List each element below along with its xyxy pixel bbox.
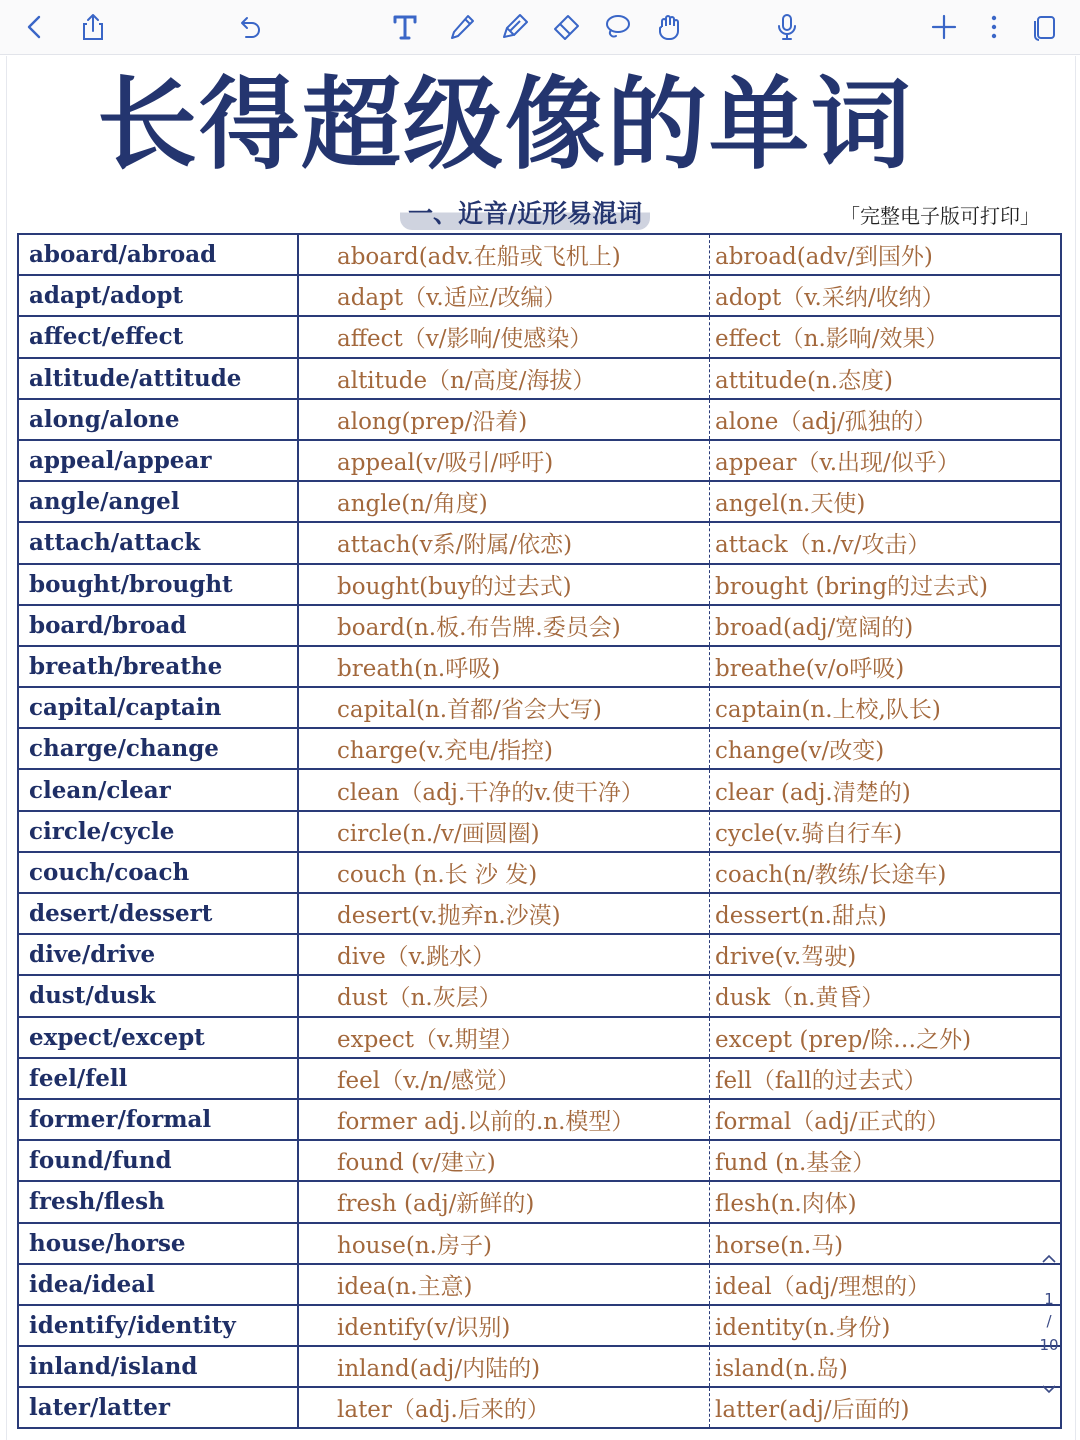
table-row bbox=[18, 811, 1061, 852]
second-word-cell: attitude(n.态度) bbox=[710, 358, 1062, 399]
second-word-cell: adopt（v.采纳/收纳） bbox=[710, 275, 1062, 316]
highlighter-tool-icon[interactable] bbox=[496, 8, 534, 46]
second-word-cell: island(n.岛) bbox=[710, 1346, 1062, 1387]
word-pair-cell: appeal/appear bbox=[18, 440, 298, 481]
second-word-cell: cycle(v.骑自行车) bbox=[710, 811, 1062, 852]
table-row bbox=[18, 1140, 1061, 1181]
word-pair-cell: expect/except bbox=[18, 1017, 298, 1058]
first-word-cell: board(n.板.布告牌.委员会) bbox=[298, 605, 710, 646]
first-word-cell: idea(n.主意) bbox=[298, 1264, 710, 1305]
table-row bbox=[18, 893, 1061, 934]
word-pair-cell: along/alone bbox=[18, 399, 298, 440]
table-row bbox=[18, 440, 1061, 481]
table-row bbox=[18, 605, 1061, 646]
table-row bbox=[18, 934, 1061, 975]
table-row bbox=[18, 234, 1061, 275]
word-pair-cell: desert/dessert bbox=[18, 893, 298, 934]
table-row bbox=[18, 1223, 1061, 1264]
first-word-cell: capital(n.首都/省会大写) bbox=[298, 687, 710, 728]
table-row bbox=[18, 728, 1061, 769]
word-pair-cell: idea/ideal bbox=[18, 1264, 298, 1305]
table-row bbox=[18, 1099, 1061, 1140]
top-toolbar bbox=[0, 0, 1080, 55]
second-word-cell: dessert(n.甜点) bbox=[710, 893, 1062, 934]
second-word-cell: change(v/改变) bbox=[710, 728, 1062, 769]
second-word-cell: broad(adj/宽阔的) bbox=[710, 605, 1062, 646]
word-pair-cell: house/horse bbox=[18, 1223, 298, 1264]
table-row bbox=[18, 687, 1061, 728]
word-pair-cell: affect/effect bbox=[18, 316, 298, 357]
word-pair-cell: aboard/abroad bbox=[18, 234, 298, 275]
table-row bbox=[18, 1346, 1061, 1387]
second-word-cell: except (prep/除…之外) bbox=[710, 1017, 1062, 1058]
first-word-cell: charge(v.充电/指控) bbox=[298, 728, 710, 769]
current-page-number: 1 bbox=[1044, 1290, 1054, 1308]
first-word-cell: bought(buy的过去式) bbox=[298, 564, 710, 605]
table-row bbox=[18, 358, 1061, 399]
chevron-up-icon[interactable] bbox=[1040, 1250, 1058, 1268]
word-pair-cell: found/fund bbox=[18, 1140, 298, 1181]
word-pair-cell: adapt/adopt bbox=[18, 275, 298, 316]
second-word-cell: breathe(v/o呼吸) bbox=[710, 646, 1062, 687]
first-word-cell: breath(n.呼吸) bbox=[298, 646, 710, 687]
first-word-cell: inland(adj/内陆的) bbox=[298, 1346, 710, 1387]
second-word-cell: fell（fall的过去式） bbox=[710, 1058, 1062, 1099]
second-word-cell: horse(n.马) bbox=[710, 1223, 1062, 1264]
table-row bbox=[18, 522, 1061, 563]
first-word-cell: fresh (adj/新鲜的) bbox=[298, 1181, 710, 1222]
second-word-cell: appear（v.出现/似乎） bbox=[710, 440, 1062, 481]
word-pair-cell: couch/coach bbox=[18, 852, 298, 893]
table-row bbox=[18, 1387, 1061, 1428]
table-row bbox=[18, 1305, 1061, 1346]
table-row bbox=[18, 275, 1061, 316]
first-word-cell: angle(n/角度) bbox=[298, 481, 710, 522]
print-note: 「完整电子版可打印」 bbox=[840, 204, 1040, 228]
table-row bbox=[18, 975, 1061, 1016]
word-pair-cell: bought/brought bbox=[18, 564, 298, 605]
pen-tool-icon[interactable] bbox=[443, 8, 481, 46]
word-pair-cell: feel/fell bbox=[18, 1058, 298, 1099]
second-word-cell: fund (n.基金） bbox=[710, 1140, 1062, 1181]
first-word-cell: dive（v.跳水） bbox=[298, 934, 710, 975]
word-pair-cell: dive/drive bbox=[18, 934, 298, 975]
table-row bbox=[18, 646, 1061, 687]
section-title: 一、近音/近形易混词 bbox=[400, 198, 650, 230]
word-pair-cell: dust/dusk bbox=[18, 975, 298, 1016]
table-row bbox=[18, 1181, 1061, 1222]
eraser-tool-icon[interactable] bbox=[547, 8, 585, 46]
first-word-cell: altitude（n/高度/海拔） bbox=[298, 358, 710, 399]
microphone-icon[interactable] bbox=[768, 8, 806, 46]
page-separator: / bbox=[1046, 1312, 1052, 1330]
second-word-cell: drive(v.驾驶) bbox=[710, 934, 1062, 975]
second-word-cell: effect（n.影响/效果） bbox=[710, 316, 1062, 357]
first-word-cell: found (v/建立) bbox=[298, 1140, 710, 1181]
first-word-cell: feel（v./n/感觉） bbox=[298, 1058, 710, 1099]
word-pair-cell: fresh/flesh bbox=[18, 1181, 298, 1222]
second-word-cell: clear (adj.清楚的) bbox=[710, 769, 1062, 810]
second-word-cell: ideal（adj/理想的） bbox=[710, 1264, 1062, 1305]
word-pair-cell: breath/breathe bbox=[18, 646, 298, 687]
undo-icon[interactable] bbox=[230, 8, 268, 46]
second-word-cell: attack（n./v/攻击） bbox=[710, 522, 1062, 563]
more-vertical-icon[interactable] bbox=[975, 8, 1013, 46]
first-word-cell: identify(v/识别) bbox=[298, 1305, 710, 1346]
second-word-cell: latter(adj/后面的) bbox=[710, 1387, 1062, 1428]
word-pair-cell: inland/island bbox=[18, 1346, 298, 1387]
first-word-cell: expect（v.期望） bbox=[298, 1017, 710, 1058]
word-pair-cell: angle/angel bbox=[18, 481, 298, 522]
second-word-cell: flesh(n.肉体) bbox=[710, 1181, 1062, 1222]
table-row bbox=[18, 852, 1061, 893]
second-word-cell: alone（adj/孤独的） bbox=[710, 399, 1062, 440]
first-word-cell: later（adj.后来的） bbox=[298, 1387, 710, 1428]
word-pair-cell: circle/cycle bbox=[18, 811, 298, 852]
document-title: 长得超级像的单词 bbox=[97, 66, 913, 183]
back-chevron-icon[interactable] bbox=[16, 8, 54, 46]
word-pair-cell: board/broad bbox=[18, 605, 298, 646]
first-word-cell: attach(v系/附属/依恋) bbox=[298, 522, 710, 563]
first-word-cell: along(prep/沿着) bbox=[298, 399, 710, 440]
hand-tool-icon[interactable] bbox=[650, 8, 688, 46]
word-pair-cell: altitude/attitude bbox=[18, 358, 298, 399]
second-word-cell: dusk（n.黄昏） bbox=[710, 975, 1062, 1016]
first-word-cell: circle(n./v/画圆圈) bbox=[298, 811, 710, 852]
table-row bbox=[18, 1264, 1061, 1305]
second-word-cell: abroad(adv/到国外) bbox=[710, 234, 1062, 275]
total-page-number: 10 bbox=[1039, 1336, 1059, 1354]
second-word-cell: identity(n.身份) bbox=[710, 1305, 1062, 1346]
word-pair-cell: clean/clear bbox=[18, 769, 298, 810]
first-word-cell: dust（n.灰层） bbox=[298, 975, 710, 1016]
chevron-down-icon[interactable] bbox=[1040, 1380, 1058, 1398]
share-icon[interactable] bbox=[74, 8, 112, 46]
first-word-cell: clean（adj.干净的v.使干净） bbox=[298, 769, 710, 810]
first-word-cell: appeal(v/吸引/呼吁) bbox=[298, 440, 710, 481]
table-row bbox=[18, 769, 1061, 810]
table-row bbox=[18, 399, 1061, 440]
table-row bbox=[18, 1058, 1061, 1099]
word-pair-cell: later/latter bbox=[18, 1387, 298, 1428]
text-tool-icon[interactable] bbox=[386, 8, 424, 46]
second-word-cell: coach(n/教练/长途车) bbox=[710, 852, 1062, 893]
second-word-cell: formal（adj/正式的） bbox=[710, 1099, 1062, 1140]
pages-icon[interactable] bbox=[1026, 8, 1064, 46]
first-word-cell: aboard(adv.在船或飞机上) bbox=[298, 234, 710, 275]
word-pair-cell: attach/attack bbox=[18, 522, 298, 563]
word-pair-cell: capital/captain bbox=[18, 687, 298, 728]
lasso-tool-icon[interactable] bbox=[598, 8, 636, 46]
second-word-cell: brought (bring的过去式) bbox=[710, 564, 1062, 605]
first-word-cell: desert(v.抛弃n.沙漠) bbox=[298, 893, 710, 934]
table-row bbox=[18, 481, 1061, 522]
first-word-cell: house(n.房子) bbox=[298, 1223, 710, 1264]
word-table bbox=[17, 233, 1062, 1429]
word-pair-cell: identify/identity bbox=[18, 1305, 298, 1346]
word-pair-cell: charge/change bbox=[18, 728, 298, 769]
second-word-cell: captain(n.上校,队长) bbox=[710, 687, 1062, 728]
add-icon[interactable] bbox=[925, 8, 963, 46]
first-word-cell: adapt（v.适应/改编） bbox=[298, 275, 710, 316]
table-row bbox=[18, 1017, 1061, 1058]
first-word-cell: couch (n.长 沙 发) bbox=[298, 852, 710, 893]
word-pair-cell: former/formal bbox=[18, 1099, 298, 1140]
table-row bbox=[18, 564, 1061, 605]
second-word-cell: angel(n.天使) bbox=[710, 481, 1062, 522]
table-row bbox=[18, 316, 1061, 357]
page-navigator[interactable] bbox=[1036, 1250, 1062, 1400]
first-word-cell: former adj.以前的.n.模型） bbox=[298, 1099, 710, 1140]
first-word-cell: affect（v/影响/使感染） bbox=[298, 316, 710, 357]
